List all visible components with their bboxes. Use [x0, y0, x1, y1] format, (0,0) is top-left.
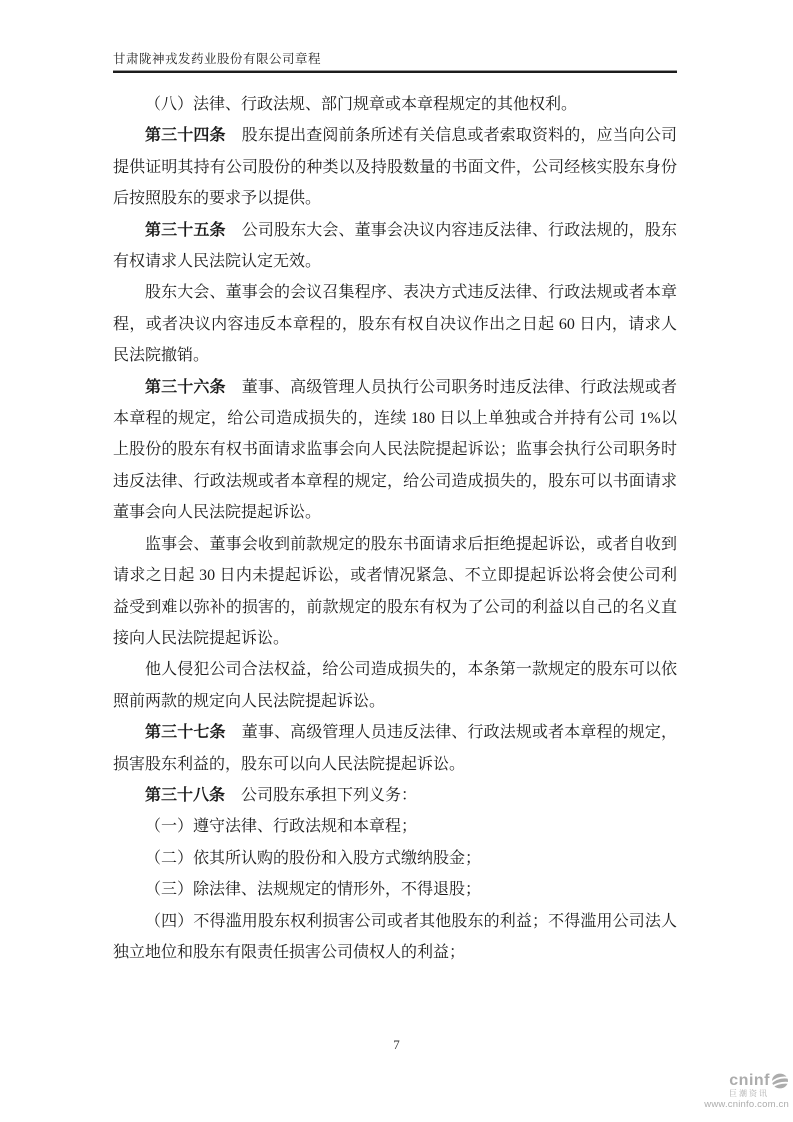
document-title: 甘肃陇神戎发药业股份有限公司章程 [113, 52, 322, 66]
article-number: 第三十四条 [145, 127, 226, 145]
paragraph: （四）不得滥用股东权利损害公司或者其他股东的利益；不得滥用公司法人独立地位和股东有限责任损害公司债权人的利益； [113, 912, 677, 961]
article-paragraph: 第三十五条 公司股东大会、董事会决议内容违反法律、行政法规的，股东有权请求人民法院认定无效。 [113, 221, 677, 271]
article-paragraph: 第三十七条 董事、高级管理人员违反法律、行政法规或者本章程的规定，损害股东利益的，股东可以向人民法院提起诉讼。 [113, 724, 677, 773]
article-number: 第三十六条 [145, 378, 226, 396]
paragraph: （八）法律、行政法规、部门规章或本章程规定的其他权利。 [145, 96, 578, 113]
cninfo-watermark [704, 1072, 789, 1111]
article-number: 第三十五条 [145, 221, 226, 239]
paragraph: 股东大会、董事会的会议召集程序、表决方式违反法律、行政法规或者本章程，或者决议内容违反本章程的，股东有权自决议作出之日起 60 日内，请求人民法院撤销。 [113, 284, 677, 365]
cninfo-swirl-icon [771, 1073, 789, 1089]
watermark-brand-text: cninf [729, 1072, 770, 1089]
paragraph: （三）除法律、法规规定的情形外，不得退股； [145, 881, 482, 899]
watermark-brand-row [704, 1072, 789, 1090]
document-body [113, 89, 677, 968]
page-header [113, 50, 677, 73]
watermark-name: 巨潮资讯 [729, 1088, 769, 1098]
page-number: 7 [393, 1037, 400, 1052]
header-divider [113, 70, 677, 73]
article-paragraph: 第三十四条 股东提出查阅前条所述有关信息或者索取资料的，应当向公司提供证明其持有公司股份的种类以及持股数量的书面文件，公司经核实股东身份后按照股东的要求予以提供。 [113, 127, 677, 208]
watermark-url: www.cninfo.com.cn [704, 1099, 789, 1111]
paragraph: 监事会、董事会收到前款规定的股东书面请求后拒绝提起诉讼，或者自收到请求之日起 30 日内未提起诉讼，或者情况紧急、不立即提起诉讼将会使公司利益受到难以弥补的损害的，前款规定的股东有权为了公司的利益以自己的名义直接向人民法院提起诉讼。 [113, 535, 677, 647]
paragraph: 他人侵犯公司合法权益，给公司造成损失的，本条第一款规定的股东可以依照前两款的规定向人民法院提起诉讼。 [113, 661, 677, 710]
article-paragraph: 第三十八条 公司股东承担下列义务： [145, 786, 418, 804]
article-paragraph: 第三十六条 董事、高级管理人员执行公司职务时违反法律、行政法规或者本章程的规定，给公司造成损失的，连续 180 日以上单独或合并持有公司 1%以上股份的股东有权书面请求监事会向人民法院提起诉讼；监事会执行公司职务时违反法律、行政法规或者本章程的规定，给公司造成损失的，股东可以书面请求董事会向人民法院提起诉讼。 [113, 378, 677, 522]
article-number: 第三十七条 [145, 724, 226, 742]
article-number: 第三十八条 [145, 786, 226, 804]
paragraph: （一）遵守法律、行政法规和本章程； [145, 818, 418, 836]
paragraph: （二）依其所认购的股份和入股方式缴纳股金； [145, 849, 482, 867]
